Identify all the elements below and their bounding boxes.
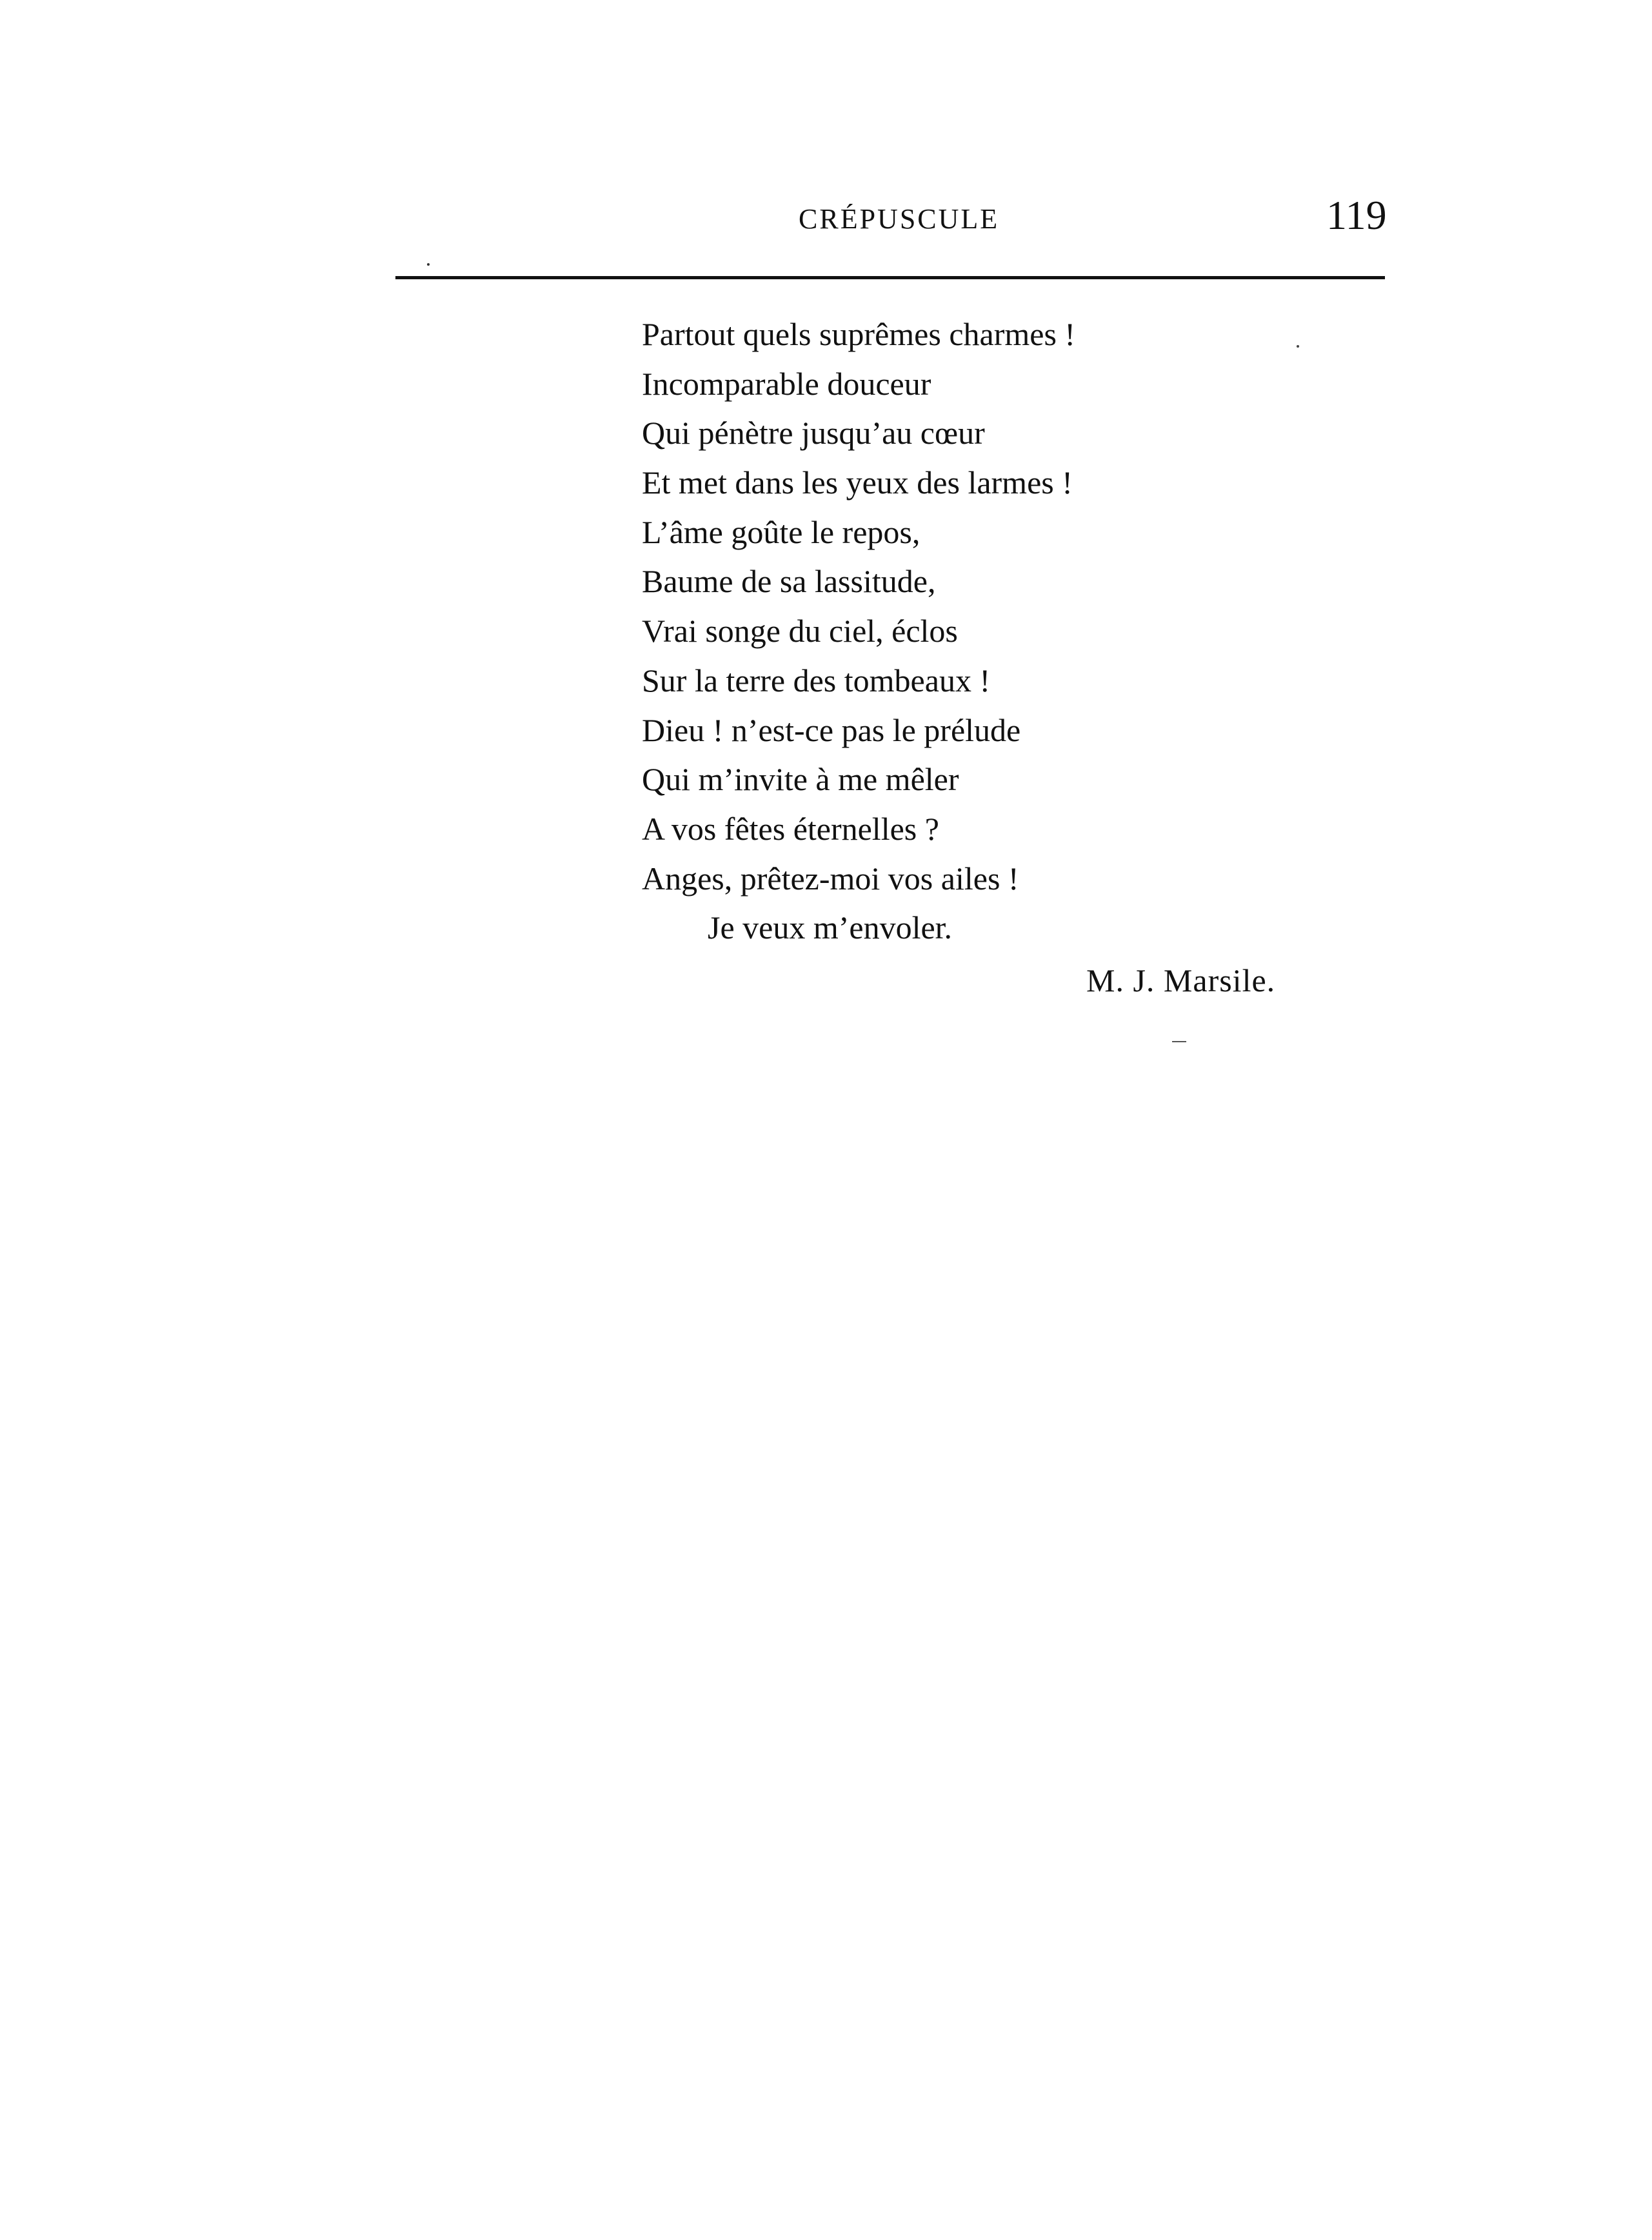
poem-line: L’âme goûte le repos, bbox=[642, 513, 921, 550]
poem-line: Partout quels suprêmes charmes ! bbox=[642, 316, 1076, 352]
poem-line: Qui m’invite à me mêler bbox=[642, 761, 959, 798]
poem-line: Vrai songe du ciel, éclos bbox=[642, 613, 958, 649]
poem-line: Dieu ! n’est-ce pas le prélude bbox=[642, 711, 1021, 748]
speck-mark bbox=[427, 263, 430, 266]
poem-line: Sur la terre des tombeaux ! bbox=[642, 662, 991, 699]
poem-line: Anges, prêtez-moi vos ailes ! bbox=[642, 860, 1019, 897]
poem-line-final: Je veux m’envoler. bbox=[708, 909, 953, 946]
poem-line: Baume de sa lassitude, bbox=[642, 563, 936, 600]
poem-line: A vos fêtes éternelles ? bbox=[642, 810, 939, 847]
header-rule bbox=[395, 276, 1385, 279]
author-signature: M. J. Marsile. bbox=[1086, 962, 1276, 998]
poem-line: Qui pénètre jusqu’au cœur bbox=[642, 415, 985, 451]
poem-stanza bbox=[642, 310, 1075, 953]
speck-mark bbox=[1297, 345, 1299, 348]
poem-line: Et met dans les yeux des larmes ! bbox=[642, 464, 1073, 501]
poem-line: Incomparable douceur bbox=[642, 365, 931, 402]
signature-dash bbox=[1172, 1041, 1186, 1042]
running-title: CRÉPUSCULE bbox=[799, 203, 1000, 235]
page-number: 119 bbox=[1326, 192, 1387, 238]
